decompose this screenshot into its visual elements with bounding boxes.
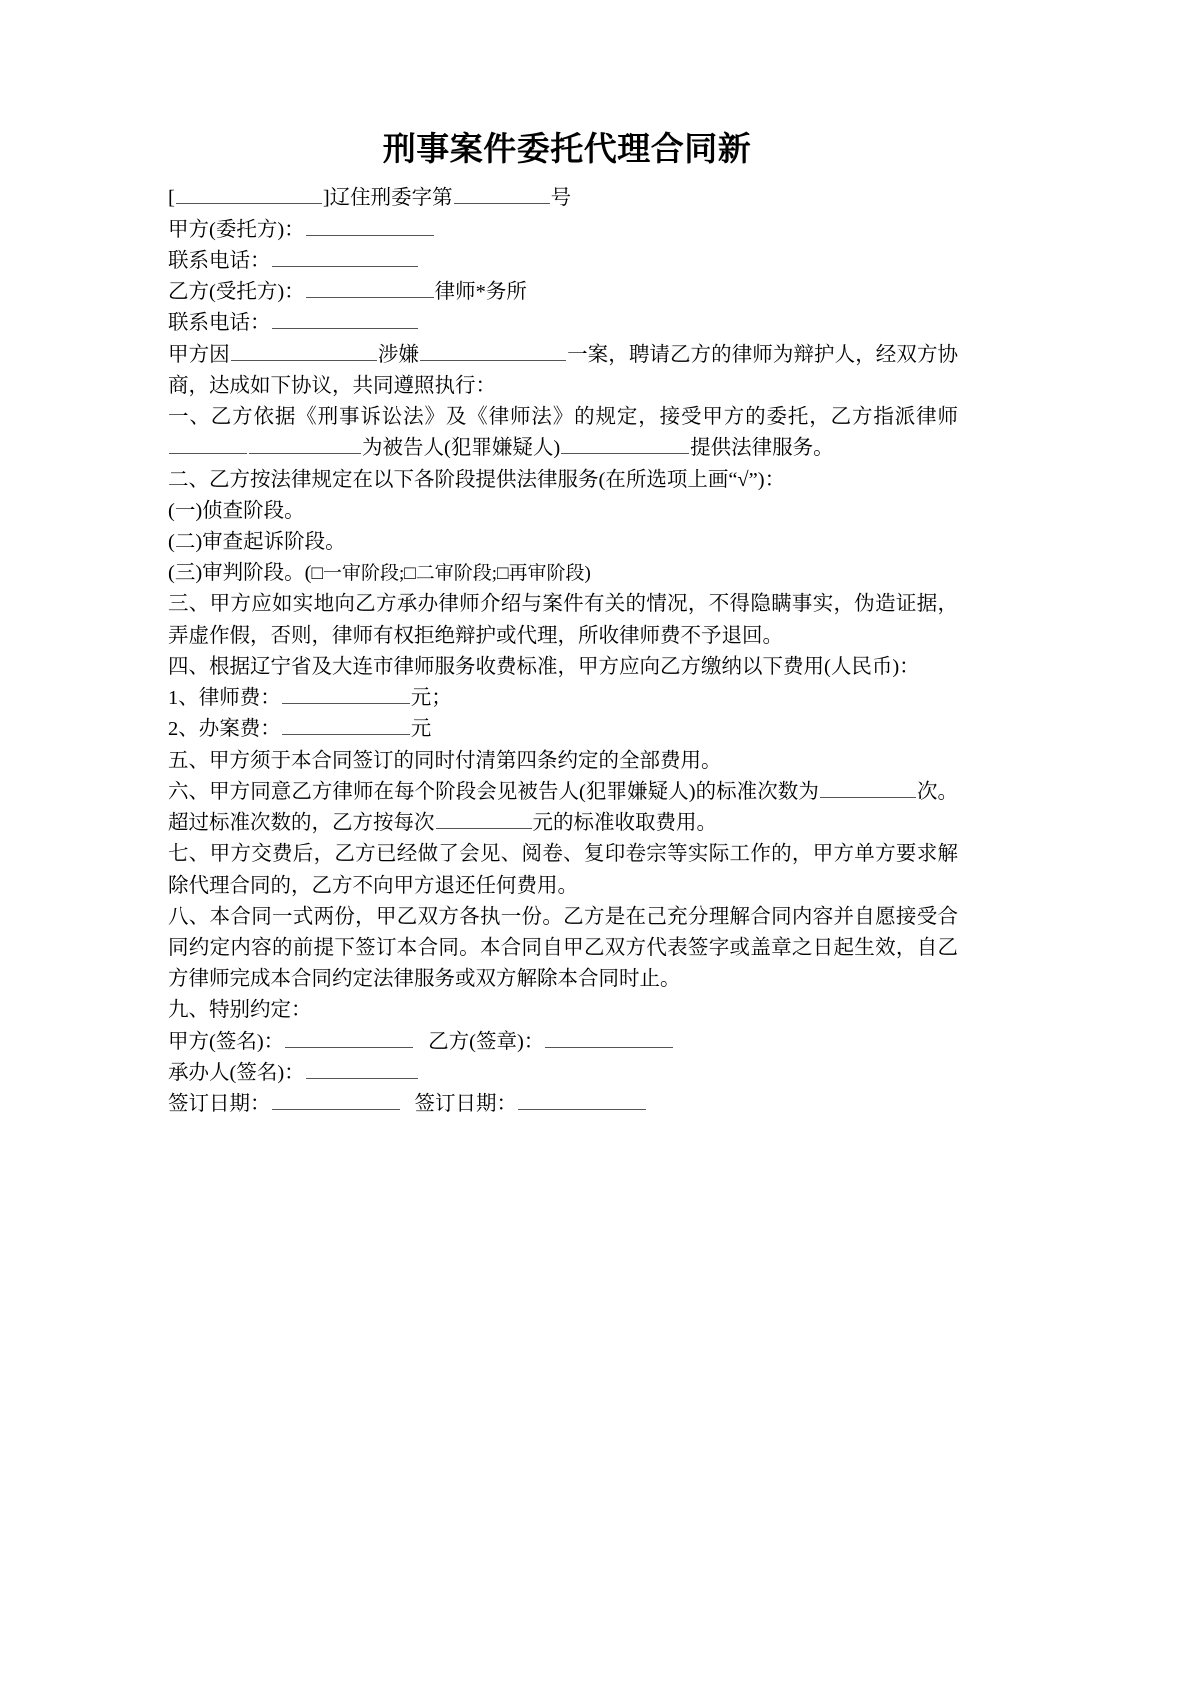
party-a-signature-blank[interactable] <box>285 1027 413 1048</box>
charge-blank[interactable] <box>420 340 566 361</box>
clause-5: 五、甲方须于本合同签订的同时付清第四条约定的全部费用。 <box>168 749 722 772</box>
clause-6 <box>168 777 958 840</box>
clause-1-text-b: 为被告人(犯罪嫌疑人) <box>362 437 561 460</box>
party-a-label: 甲方(委托方)： <box>168 218 305 241</box>
checkbox-first-instance[interactable]: □一审阶段; <box>311 563 405 585</box>
party-a-phone-label: 联系电话： <box>168 249 271 272</box>
fee-item-lawyer <box>168 683 958 714</box>
clause-7: 七、甲方交费后，乙方已经做了会见、阅卷、复印卷宗等实际工作的，甲方单方要求解除代理合同的，乙方不向甲方退还任何费用。 <box>168 843 958 897</box>
intro-text-c: 一案，聘请乙方的律师为辩护人，经双方协商，达成如下协议，共同遵照执行： <box>168 343 959 397</box>
party-b-seal-label: 乙方(签章)： <box>428 1030 545 1053</box>
checkbox-retrial[interactable]: □再审阶段) <box>497 563 591 585</box>
signature-line-parties <box>168 1027 958 1058</box>
clause-2-item-1: (一)侦查阶段。 <box>168 499 305 522</box>
handler-signature-blank[interactable] <box>306 1058 418 1079</box>
party-b-label: 乙方(受托方)： <box>168 281 305 304</box>
clause-2-item-2: (二)审查起诉阶段。 <box>168 531 346 554</box>
header-reference-line <box>168 183 958 214</box>
clause-3: 三、甲方应如实地向乙方承办律师介绍与案件有关的情况，不得隐瞒事实，伪造证据，弄虚作假，否则，律师有权拒绝辩护或代理，所收律师费不予退回。 <box>168 593 958 647</box>
clause-2-item-3-prefix: (三)审判阶段。( <box>168 562 312 585</box>
meeting-count-blank[interactable] <box>820 777 916 798</box>
party-b-seal-blank[interactable] <box>545 1027 673 1048</box>
fee-item-case <box>168 714 958 745</box>
clause-8: 八、本合同一式两份，甲乙双方各执一份。乙方是在己充分理解合同内容并自愿接受合同约定内容的前提下签订本合同。本合同自甲乙双方代表签字或盖章之日起生效，自乙方律师完成本合同约定法律服务或双方解除本合同时止。 <box>168 905 958 991</box>
assigned-lawyer-blank-1[interactable] <box>169 433 247 454</box>
party-b-name-blank[interactable] <box>306 277 434 298</box>
case-reason-blank[interactable] <box>231 340 377 361</box>
document-body <box>168 128 958 1120</box>
header-suffix: 号 <box>550 187 572 210</box>
date-label-right: 签订日期： <box>414 1093 517 1116</box>
clause-9: 九、特别约定： <box>168 999 312 1022</box>
reference-number-blank-1[interactable] <box>176 183 322 204</box>
defendant-name-blank[interactable] <box>561 433 689 454</box>
party-b-phone-label: 联系电话： <box>168 312 271 335</box>
handler-signature-label: 承办人(签名)： <box>168 1061 305 1084</box>
date-label-left: 签订日期： <box>168 1093 271 1116</box>
sign-date-blank-right[interactable] <box>518 1089 646 1110</box>
clause-6-text-a: 六、甲方同意乙方律师在每个阶段会见被告人(犯罪嫌疑人)的标准次数为 <box>168 780 819 803</box>
reference-number-blank-2[interactable] <box>454 183 550 204</box>
fee-item-lawyer-unit: 元； <box>410 687 452 710</box>
signature-line-dates <box>168 1089 958 1120</box>
clause-2-item-3 <box>168 558 958 589</box>
party-a-line <box>168 215 958 246</box>
page-title: 刑事案件委托代理合同新 <box>382 130 752 167</box>
signature-line-handler <box>168 1058 958 1089</box>
clause-2: 二、乙方按法律规定在以下各阶段提供法律服务(在所选项上画“√”)： <box>168 468 786 491</box>
intro-text-b: 涉嫌 <box>377 343 419 366</box>
clause-6-text-b: 次。超过标准次数的，乙方按每次 <box>168 780 958 835</box>
clause-6-text-c: 元的标准收取费用。 <box>532 812 717 835</box>
clause-4: 四、根据辽宁省及大连市律师服务收费标准，甲方应向乙方缴纳以下费用(人民币)： <box>168 655 920 678</box>
intro-paragraph <box>168 340 958 402</box>
fee-item-case-label: 2、办案费： <box>168 718 281 741</box>
party-a-phone-blank[interactable] <box>272 246 418 267</box>
fee-item-case-unit: 元 <box>410 718 432 741</box>
header-mid: ]辽住刑委字第 <box>322 187 453 210</box>
header-prefix: [ <box>168 187 175 210</box>
case-fee-blank[interactable] <box>282 714 410 735</box>
assigned-lawyer-blank-2[interactable] <box>249 433 361 454</box>
party-a-signature-label: 甲方(签名)： <box>168 1030 285 1053</box>
party-a-name-blank[interactable] <box>306 215 434 236</box>
party-b-suffix: 律师*务所 <box>434 281 527 304</box>
clause-1 <box>168 402 958 464</box>
party-b-line <box>168 277 958 308</box>
lawyer-fee-blank[interactable] <box>282 683 410 704</box>
party-a-phone-line <box>168 246 958 277</box>
fee-item-lawyer-label: 1、律师费： <box>168 687 281 710</box>
checkbox-second-instance[interactable]: □二审阶段; <box>404 563 498 585</box>
extra-meeting-fee-blank[interactable] <box>436 808 532 829</box>
clause-1-text-c: 提供法律服务。 <box>690 437 834 460</box>
party-b-phone-line <box>168 308 958 339</box>
intro-text-a: 甲方因 <box>168 343 230 366</box>
party-b-phone-blank[interactable] <box>272 308 418 329</box>
clause-1-text-a: 一、乙方依据《刑事诉讼法》及《律师法》的规定，接受甲方的委托，乙方指派律师 <box>168 406 958 429</box>
sign-date-blank-left[interactable] <box>272 1089 400 1110</box>
